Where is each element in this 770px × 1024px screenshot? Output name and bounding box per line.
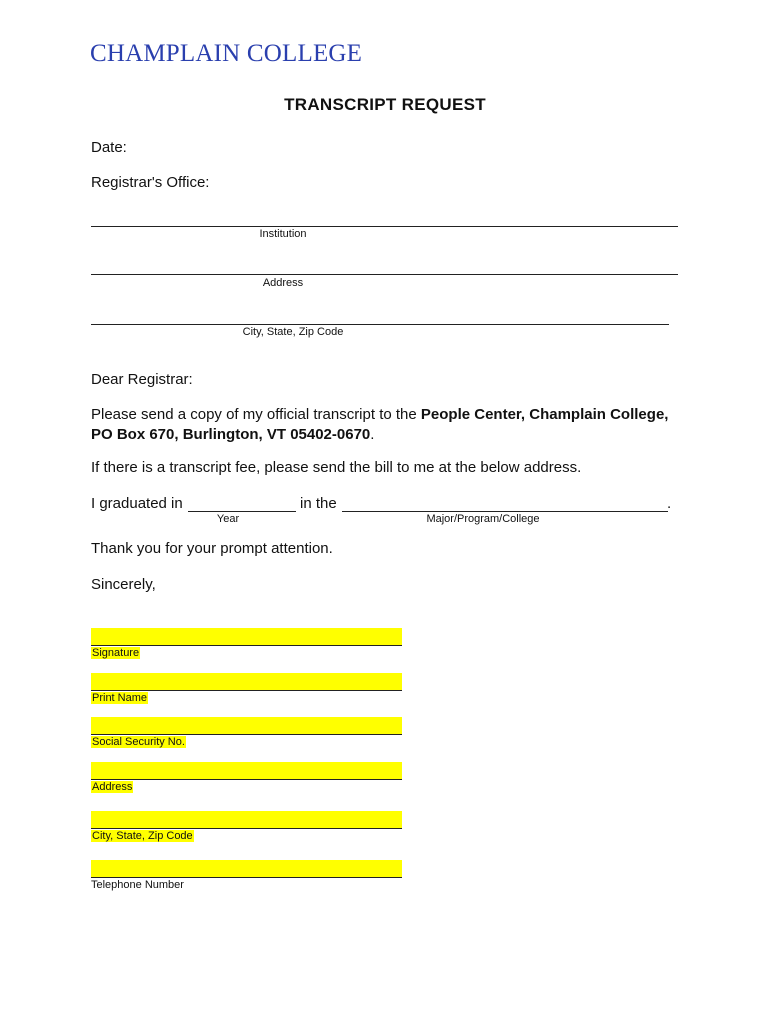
city-state-zip-caption: City, State, Zip Code: [242, 326, 344, 338]
graduated-prefix: I graduated in: [91, 495, 183, 512]
graduated-end: .: [667, 495, 672, 512]
ssn-caption: Social Security No.: [92, 736, 185, 748]
sender-city-line: [91, 828, 402, 829]
request-period: .: [370, 426, 375, 443]
print-name-caption: Print Name: [92, 692, 148, 704]
year-caption: Year: [216, 513, 240, 525]
college-logo: CHAMPLAIN COLLEGE: [90, 40, 363, 67]
institution-caption: Institution: [259, 228, 307, 240]
major-field[interactable]: [342, 511, 668, 512]
signature-field[interactable]: [91, 628, 402, 645]
major-caption: Major/Program/College: [426, 513, 540, 525]
request-address: People Center, Champlain College, PO Box 670, Burlington, VT 05402-0670: [91, 406, 669, 443]
page-title: TRANSCRIPT REQUEST: [284, 95, 486, 114]
graduated-mid: in the: [300, 495, 337, 512]
city-state-zip-field[interactable]: [91, 324, 669, 325]
ssn-field[interactable]: [91, 717, 402, 734]
closing-text: Sincerely,: [91, 576, 156, 593]
request-text: Please send a copy of my official transcript to the: [91, 406, 421, 423]
telephone-field[interactable]: [91, 860, 402, 877]
thanks-text: Thank you for your prompt attention.: [91, 540, 333, 557]
sender-address-line: [91, 779, 402, 780]
print-name-line: [91, 690, 402, 691]
sender-city-caption: City, State, Zip Code: [92, 830, 193, 842]
salutation: Dear Registrar:: [91, 371, 193, 388]
date-label: Date:: [91, 139, 127, 156]
year-field[interactable]: [188, 511, 296, 512]
telephone-caption: Telephone Number: [91, 879, 184, 891]
sender-address-caption: Address: [92, 781, 133, 793]
request-paragraph: [91, 405, 691, 445]
signature-caption: Signature: [92, 647, 140, 659]
address-field[interactable]: [91, 274, 678, 275]
institution-field[interactable]: [91, 226, 678, 227]
signature-line: [91, 645, 402, 646]
fee-paragraph: If there is a transcript fee, please send the bill to me at the below address.: [91, 459, 582, 476]
sender-city-field[interactable]: [91, 811, 402, 828]
print-name-field[interactable]: [91, 673, 402, 690]
sender-address-field[interactable]: [91, 762, 402, 779]
registrar-label: Registrar's Office:: [91, 174, 210, 191]
address-caption: Address: [262, 277, 304, 289]
ssn-line: [91, 734, 402, 735]
telephone-line: [91, 877, 402, 878]
